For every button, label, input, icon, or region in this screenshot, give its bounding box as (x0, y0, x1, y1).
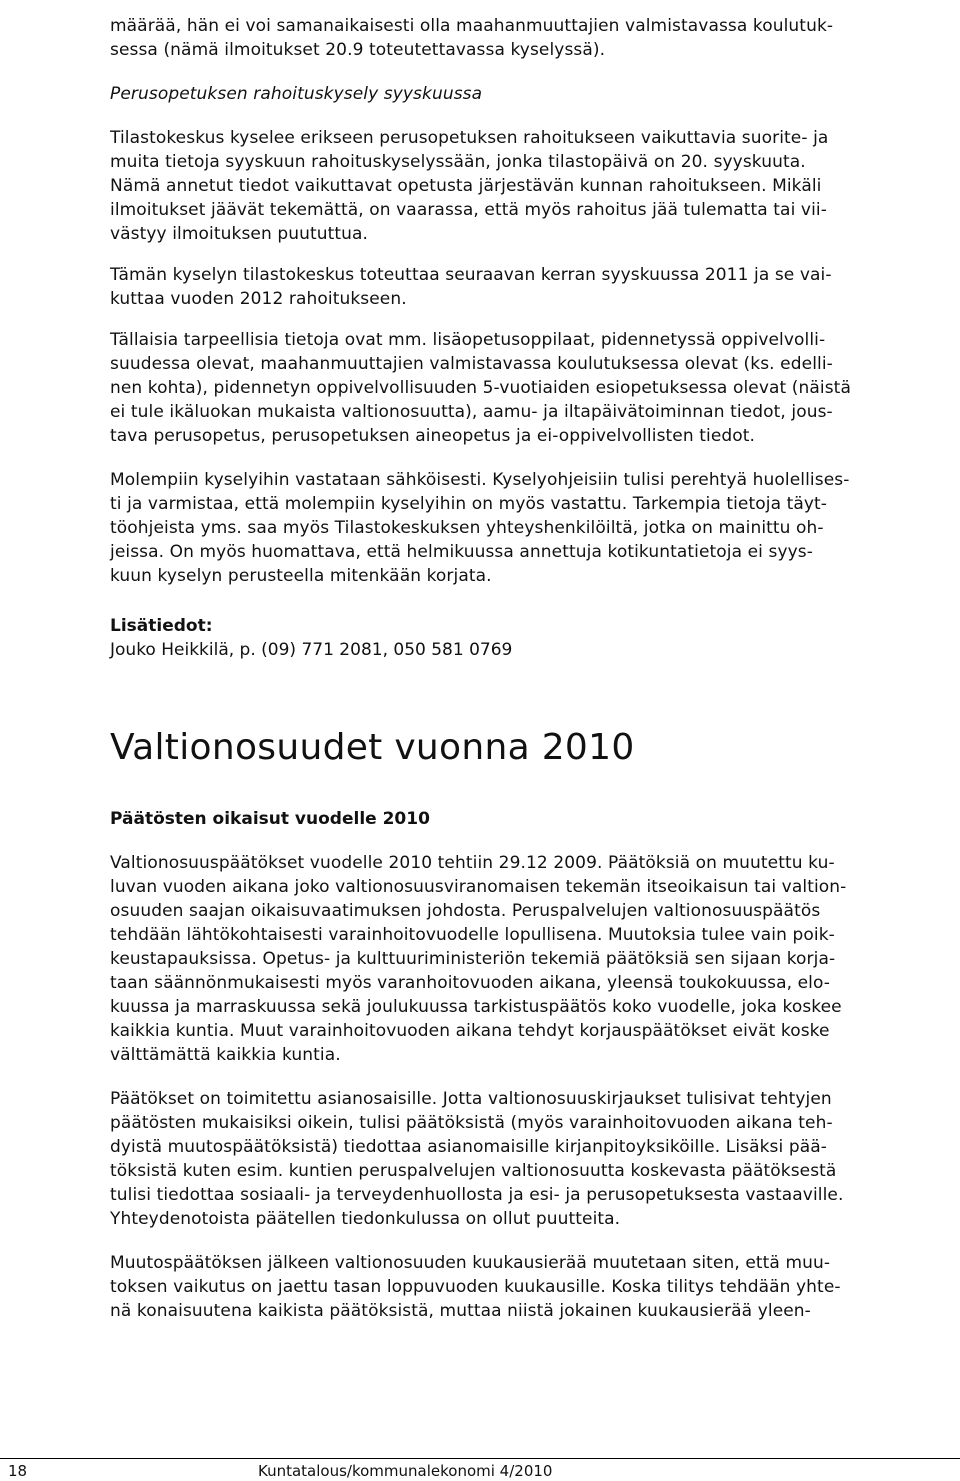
text-line: taan säännönmukaisesti myös varanhoitovuoden aikana, yleensä toukokuussa, elo- (110, 973, 831, 993)
text-line: jeissa. On myös huomattava, että helmikuussa annettuja kotikuntatietoja ei syys- (110, 542, 813, 562)
text-line: Valtionosuuspäätökset vuodelle 2010 tehtiin 29.12 2009. Päätöksiä on muutettu ku- (110, 853, 835, 873)
text-line: osuuden saajan oikaisuvaatimuksen johdosta. Peruspalvelujen valtionosuuspäätös (110, 901, 821, 921)
paragraph (110, 126, 950, 246)
text-line: ti ja varmistaa, että molempiin kyselyihin on myös vastattu. Tarkempia tietoja täyt- (110, 494, 828, 514)
paragraph (110, 468, 950, 588)
text-line: kuttaa vuoden 2012 rahoitukseen. (110, 289, 407, 309)
text-line: Yhteydenotoista päätellen tiedonkulussa on ollut puutteita. (110, 1209, 621, 1229)
paragraph (110, 328, 950, 448)
text-line: kaikkia kuntia. Muut varainhoitovuoden aikana tehdyt korjauspäätökset eivät koske (110, 1021, 830, 1041)
text-line: ilmoitukset jäävät tekemättä, on vaarassa, että myös rahoitus jää tulematta tai vii- (110, 200, 827, 220)
text-line: luvan vuoden aikana joko valtionosuusviranomaisen tekemän itseoikaisun tai valtion- (110, 877, 847, 897)
text-line: kuun kyselyn perusteella mitenkään korjata. (110, 566, 492, 586)
text-line: päätösten mukaisiksi oikein, tulisi päätöksistä (myös varainhoitovuoden aikana teh- (110, 1113, 833, 1133)
contact-info: Jouko Heikkilä, p. (09) 771 2081, 050 581 0769 (110, 640, 513, 660)
text-line: Molempiin kyselyihin vastataan sähköisesti. Kyselyohjeisiin tulisi perehtyä huolellises- (110, 470, 850, 490)
text-line: tava perusopetus, perusopetuksen aineopetus ja ei-oppivelvollisten tiedot. (110, 426, 756, 446)
footer-divider (0, 1458, 960, 1459)
paragraph (110, 1251, 950, 1323)
text-line: välttämättä kaikkia kuntia. (110, 1045, 341, 1065)
section-subtitle: Päätösten oikaisut vuodelle 2010 (110, 809, 430, 829)
text-line: Tämän kyselyn tilastokeskus toteuttaa seuraavan kerran syyskuussa 2011 ja se vai- (110, 265, 832, 285)
text-line: tulisi tiedottaa sosiaali- ja terveydenhuollosta ja esi- ja perusopetuksesta vastaaville. (110, 1185, 844, 1205)
text-line: määrää, hän ei voi samanaikaisesti olla maahanmuuttajien valmistavassa koulutuk- (110, 16, 834, 36)
text-line: Päätökset on toimitettu asianosaisille. Jotta valtionosuuskirjaukset tulisivat tehtyjen (110, 1089, 832, 1109)
page-number: 18 (8, 1462, 28, 1480)
text-line: Nämä annetut tiedot vaikuttavat opetusta järjestävän kunnan rahoitukseen. Mikäli (110, 176, 822, 196)
text-line: västyy ilmoituksen puututtua. (110, 224, 369, 244)
contact-label: Lisätiedot: (110, 616, 213, 636)
text-line: nä konaisuutena kaikista päätöksistä, muttaa niistä jokainen kuukausierää yleen- (110, 1301, 811, 1321)
top-fragment-paragraph (110, 14, 950, 62)
text-line: dyistä muutospäätöksistä) tiedottaa asianomaisille kirjanpitoyksiköille. Lisäksi pää- (110, 1137, 828, 1157)
text-line: töksistä kuten esim. kuntien peruspalvelujen valtionosuutta koskevasta päätöksestä (110, 1161, 837, 1181)
text-line: toksen vaikutus on jaettu tasan loppuvuoden kuukausille. Koska tilitys tehdään yhte- (110, 1277, 841, 1297)
document-body (110, 14, 950, 1323)
text-line: kuussa ja marraskuussa sekä joulukuussa tarkistuspäätös koko vuodelle, joka koskee (110, 997, 842, 1017)
text-line: tehdään lähtökohtaisesti varainhoitovuodelle lopullisena. Muutoksia tulee vain poik- (110, 925, 835, 945)
text-line: keustapauksissa. Opetus- ja kulttuuriministeriön tekemiä päätöksiä sen sijaan korja- (110, 949, 836, 969)
text-line: töohjeista yms. saa myös Tilastokeskuksen yhteyshenkilöiltä, jotka on mainittu oh- (110, 518, 824, 538)
section-title: Valtionosuudet vuonna 2010 (110, 727, 635, 768)
text-line: ei tule ikäluokan mukaista valtionosuutta), aamu- ja iltapäivätoiminnan tiedot, jous- (110, 402, 833, 422)
text-line: muita tietoja syyskuun rahoituskyselyssään, jonka tilastopäivä on 20. syyskuuta. (110, 152, 806, 172)
paragraph (110, 1087, 950, 1231)
text-line: Muutospäätöksen jälkeen valtionosuuden kuukausierää muutetaan siten, että muu- (110, 1253, 831, 1273)
paragraph (110, 263, 950, 311)
text-line: Tällaisia tarpeellisia tietoja ovat mm. lisäopetusoppilaat, pidennetyssä oppivelvolli- (110, 330, 826, 350)
text-line: nen kohta), pidennetyn oppivelvollisuuden 5-vuotiaiden esiopetuksessa olevat (näistä (110, 378, 851, 398)
paragraph (110, 851, 950, 1067)
section-heading: Perusopetuksen rahoituskysely syyskuussa (110, 84, 483, 104)
text-line: sessa (nämä ilmoitukset 20.9 toteutettavassa kyselyssä). (110, 40, 606, 60)
text-line: suudessa olevat, maahanmuuttajien valmistavassa koulutuksessa olevat (ks. edelli- (110, 354, 833, 374)
text-line: Tilastokeskus kyselee erikseen perusopetuksen rahoitukseen vaikuttavia suorite- ja (110, 128, 829, 148)
publication-name: Kuntatalous/kommunalekonomi 4/2010 (258, 1462, 553, 1480)
